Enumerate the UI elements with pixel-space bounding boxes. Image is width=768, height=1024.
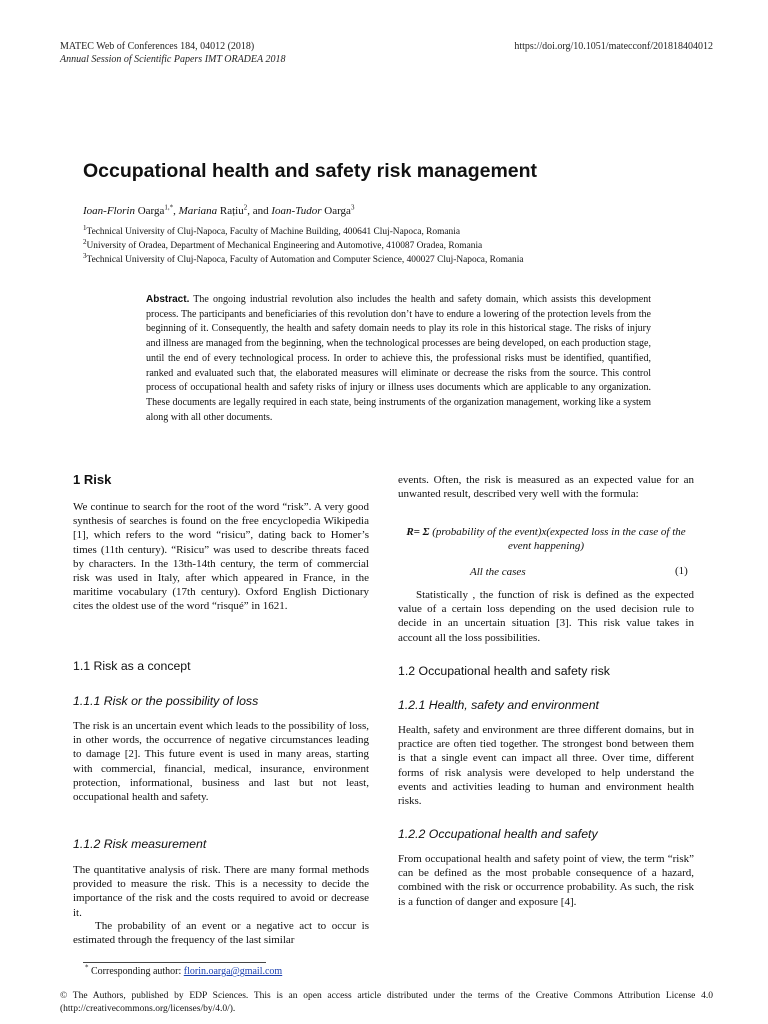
right-paragraph-1: events. Often, the risk is measured as an expected value for an unwanted result, described very well with the formula: [398, 474, 694, 501]
author-2: Mariana Rațiu$^2$ [178, 203, 248, 217]
license-statement: © The Authors, published by EDP Sciences. This is an open access article distributed under the terms of the Creative Commons Attribution License 4.0 (http://creativecommons.org/licenses/by/4.0/). [60, 991, 713, 1014]
paper-title: Occupational health and safety risk management [83, 160, 538, 182]
running-header [60, 40, 285, 66]
right-paragraph-2: Statistically , the function of risk is defined as the expected value of a certain loss depending on the used decision rule to decide in an uncertain situation [3]. This risk value takes in account all the loss possibilities. [398, 589, 694, 644]
author-1: Ioan-Florin Oarga$^{1,*}$ [83, 203, 174, 217]
section-1-2-2-paragraph: From occupational health and safety point of view, the term “risk” can be defined as the most probable consequence of a hazard, combined with the risk or occurrence probability. As such, the risk is a function of danger and exposure [4]. [398, 853, 694, 908]
section-1-1-1-paragraph: The risk is an uncertain event which leads to the possibility of loss, in other words, the occurrence of negative circumstances leading to damage [2]. This future event is used in many areas, starting with commercial, financial, medical, insurance, environment protection, informational, business and last but not least, occupational health and safety. [73, 720, 369, 804]
section-heading-1-2: 1.2 Occupational health and safety risk [398, 664, 610, 678]
formula-subscript: All the cases [470, 566, 526, 578]
doi-link[interactable]: https://doi.org/10.1051/matecconf/201818404012 [514, 41, 713, 52]
affiliation-1: $^1$Technical University of Cluj-Napoca, Faculty of Machine Building, 400641 Cluj-Napoca, Romania [83, 223, 460, 237]
formula-rhs: (probability of the event)x(expected loss in the case of the event happening) [432, 526, 686, 552]
section-heading-1-1-1: 1.1.1 Risk or the possibility of loss [73, 694, 259, 708]
session-name: Annual Session of Scientific Papers IMT ORADEA 2018 [60, 54, 286, 65]
author-3: Ioan-Tudor Oarga$^3$ [271, 203, 355, 217]
section-1-1-2-paragraph-2: The probability of an event or a negative act to occur is estimated through the frequency of the last similar [73, 920, 369, 947]
abstract-label: Abstract. [146, 294, 190, 305]
section-1-1-2-paragraph-1: The quantitative analysis of risk. There are many formal methods provided to measure the risk. This is a necessity to decide the importance of the risk and the costs required to avoid or decrease it. [73, 864, 369, 919]
formula-lhs: R= Σ [406, 526, 430, 538]
section-1-2-1-paragraph: Health, safety and environment are three different domains, but in practice are often tied together. The strongest bond between them is that a single event can impact all three. Over time, different forms of risk analysis were developed to help understand the events and activities leading to human and environment health risks. [398, 724, 694, 808]
abstract [146, 293, 651, 425]
affiliation-3: $^3$Technical University of Cluj-Napoca, Faculty of Automation and Computer Science, 400027 Cluj-Napoca, Romania [83, 251, 524, 265]
author-email-link[interactable]: florin.oarga@gmail.com [183, 966, 283, 977]
author-list: Ioan-Florin Oarga$^{1,*}$, Mariana Rațiu$^2$, and Ioan-Tudor Oarga$^3$ [83, 203, 355, 217]
affiliation-2: $^2$University of Oradea, Department of Mechanical Engineering and Automotive, 410087 Oradea, Romania [83, 237, 483, 251]
section-heading-1-1-2: 1.1.2 Risk measurement [73, 837, 207, 851]
formula-number: (1) [675, 565, 688, 577]
risk-formula [398, 525, 694, 553]
section-heading-1: 1 Risk [73, 472, 112, 487]
section-heading-1-1: 1.1 Risk as a concept [73, 659, 191, 673]
section-1-paragraph: We continue to search for the root of the word “risk”. A very good synthesis of searches is found on the free encyclopedia Wikipedia [1], which refers to the word “risicu”, dating back to Homer’s times (11th century). “Risicu” was used to describe threats faced by characters. In the 13th-14th century, the term of commercial risk was used in Italy, after which appeared in France, in the maritime vocabulary (17th century). Oxford English Dictionary cites the oldest use of the word “risqué” in 1621. [73, 501, 369, 613]
corresponding-author-footnote: * Corresponding author: florin.oarga@gmail.com [85, 963, 283, 977]
abstract-text: The ongoing industrial revolution also includes the health and safety domain, which assists this development process. The participants and beneficiaries of this revolution don’t have to endure a lowering of the protection levels from the beginning of it. Consequently, the health and safety domain needs to play its role in this historical stage. The risks of injury and illness are managed from the beginning, when the technological processes are being developed, on each production stage, until the end of every technological process. In order to achieve this, the professional risks must be identified, quantified, ranked and evaluated such that, the elaborated measures will eliminate or decrease the risks from the source. This control process of occupational health and safety risks of injury or illness uses documents which are applicable to any organization. These documents are legally required in each state, being instruments of the organization management, working like a system along with all other documents. [146, 294, 651, 423]
section-heading-1-2-1: 1.2.1 Health, safety and environment [398, 698, 599, 712]
journal-citation: MATEC Web of Conferences 184, 04012 (2018) [60, 41, 255, 52]
footnote-rule [83, 962, 266, 963]
section-heading-1-2-2: 1.2.2 Occupational health and safety [398, 827, 598, 841]
